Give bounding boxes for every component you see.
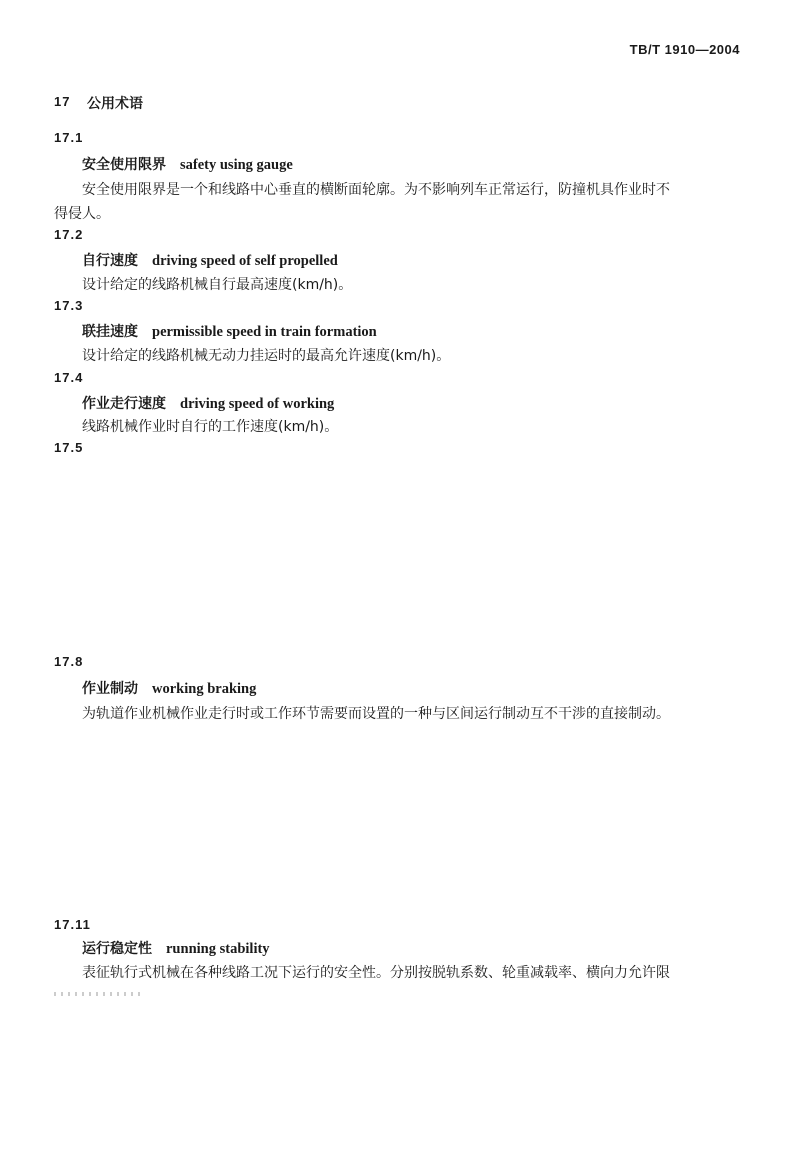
term-zh: 联挂速度 [82,324,138,340]
term-en: running stability [166,941,270,957]
term-17-4 [82,393,334,413]
definition-17-1: 安全使用限界是一个和线路中心垂直的横断面轮廓。为不影响列车正常运行，防撞机具作业时不 [82,182,670,198]
section-number-17-1: 17.1 [54,130,84,145]
term-17-2 [82,250,338,270]
section-number-17-8: 17.8 [54,654,84,669]
section-number-17-2: 17.2 [54,227,84,242]
definition-17-1-continued: 得侵人。 [54,206,110,222]
term-zh: 运行稳定性 [82,941,152,957]
standard-code: TB/T 1910—2004 [629,42,740,57]
definition-17-4: 线路机械作业时自行的工作速度(km/h)。 [82,419,339,435]
term-17-8 [82,678,256,698]
term-en: safety using gauge [180,157,293,173]
term-en: working braking [152,681,257,697]
definition-17-11: 表征轨行式机械在各种线路工况下运行的安全性。分别按脱轨系数、轮重减载率、横向力允许限 [82,965,670,981]
truncated-text-fragment [54,992,144,996]
definition-17-2: 设计给定的线路机械自行最高速度(km/h)。 [82,277,353,293]
term-zh: 自行速度 [82,253,138,269]
section-number-17-3: 17.3 [54,298,84,313]
term-17-11 [82,938,270,958]
chapter-number: 17 [54,94,71,109]
definition-17-8: 为轨道作业机械作业走行时或工作环节需要而设置的一种与区间运行制动互不干涉的直接制动。 [82,706,670,722]
chapter-title: 公用术语 [87,96,143,112]
term-zh: 作业走行速度 [82,396,166,412]
section-number-17-5: 17.5 [54,440,84,455]
term-en: permissible speed in train formation [152,324,377,340]
term-zh: 作业制动 [82,681,138,697]
term-17-1 [82,154,293,174]
term-17-3 [82,321,377,341]
term-zh: 安全使用限界 [82,157,166,173]
term-en: driving speed of self propelled [152,253,338,269]
definition-17-3: 设计给定的线路机械无动力挂运时的最高允许速度(km/h)。 [82,348,451,364]
section-number-17-11: 17.11 [54,917,91,932]
term-en: driving speed of working [180,396,335,412]
section-number-17-4: 17.4 [54,370,84,385]
